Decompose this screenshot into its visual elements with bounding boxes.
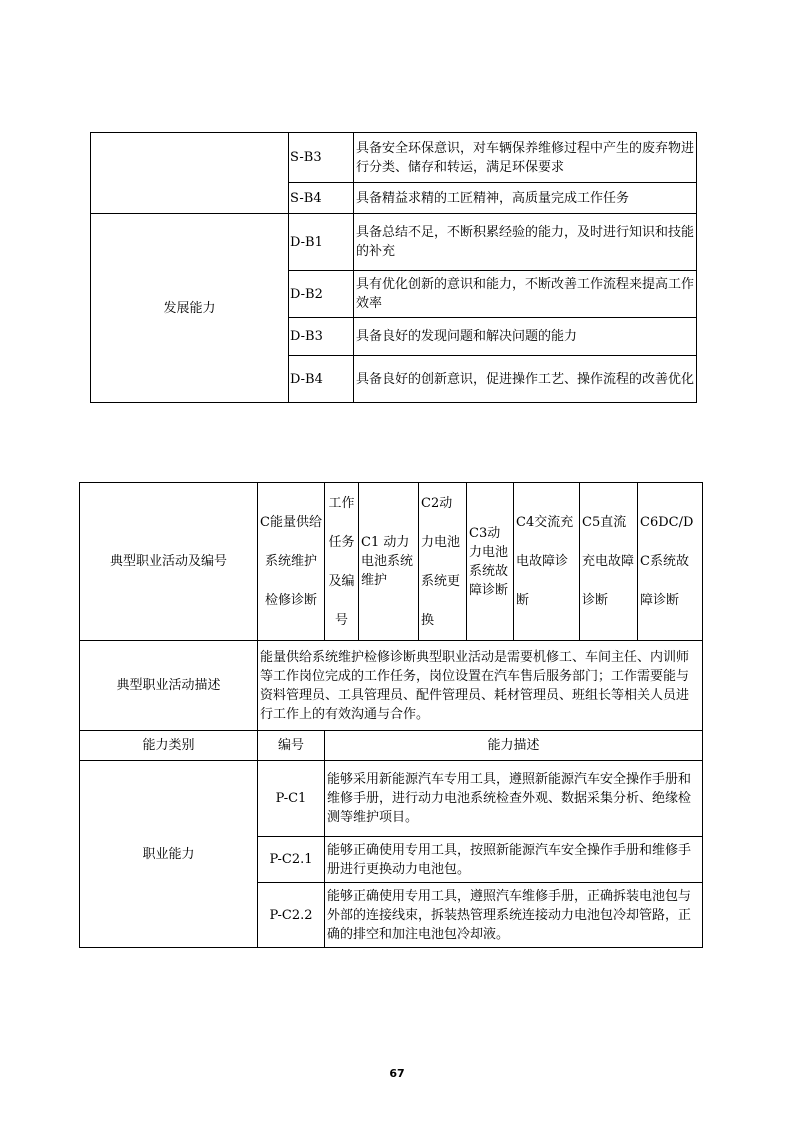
category-development-ability: 发展能力 <box>91 214 289 403</box>
ability-desc: 具备总结不足，不断积累经验的能力，及时进行知识和技能的补充 <box>354 214 697 271</box>
ability-code: P-C2.1 <box>258 837 325 883</box>
ability-code: D-B4 <box>289 356 354 403</box>
header-cell-c1: C1 动力电池系统维护 <box>359 483 419 641</box>
header-cell-energy-supply: C能量供给系统维护检修诊断 <box>258 483 325 641</box>
header-cell-c2: C2动力电池系统更换 <box>419 483 467 641</box>
header-cell-c6: C6DC/DC系统故障诊断 <box>638 483 703 641</box>
ability-code: D-B2 <box>289 271 354 318</box>
col-header-desc: 能力描述 <box>325 731 703 761</box>
ability-table-upper <box>90 132 697 403</box>
header-cell-c5: C5直流充电故障诊断 <box>580 483 638 641</box>
description-text: 能量供给系统维护检修诊断典型职业活动是需要机修工、车间主任、内训师等工作岗位完成的工作任务，岗位设置在汽车售后服务部门；工作需要能与资料管理员、工具管理员、配件管理员、耗材管理员、班组长等相关人员进行工作上的有效沟通与合作。 <box>258 641 703 731</box>
page-number: 67 <box>389 1067 405 1080</box>
ability-desc: 具备安全环保意识，对车辆保养维修过程中产生的废弃物进行分类、储存和转运，满足环保要求 <box>354 133 697 183</box>
ability-desc: 能够正确使用专用工具，遵照汽车维修手册，正确拆装电池包与外部的连接线束，拆装热管理系统连接动力电池包冷却管路，正确的排空和加注电池包冷却液。 <box>325 883 703 948</box>
ability-desc: 具有优化创新的意识和能力，不断改善工作流程来提高工作效率 <box>354 271 697 318</box>
header-cell-c3: C3动力电池系统故障诊断 <box>467 483 514 641</box>
ability-desc: 能够采用新能源汽车专用工具，遵照新能源汽车安全操作手册和维修手册，进行动力电池系统检查外观、数据采集分析、绝缘检测等维护项目。 <box>325 761 703 837</box>
ability-desc: 具备精益求精的工匠精神，高质量完成工作任务 <box>354 183 697 214</box>
category-professional-ability: 职业能力 <box>80 761 258 948</box>
col-header-category: 能力类别 <box>80 731 258 761</box>
description-label: 典型职业活动描述 <box>80 641 258 731</box>
ability-code: D-B3 <box>289 318 354 356</box>
ability-desc: 具备良好的创新意识，促进操作工艺、操作流程的改善优化 <box>354 356 697 403</box>
ability-desc: 能够正确使用专用工具，按照新能源汽车安全操作手册和维修手册进行更换动力电池包。 <box>325 837 703 883</box>
activity-table <box>79 482 703 948</box>
col-header-code: 编号 <box>258 731 325 761</box>
ability-code: S-B4 <box>289 183 354 214</box>
header-cell-task-code: 工作任务及编号 <box>325 483 359 641</box>
activity-label: 典型职业活动及编号 <box>80 483 258 641</box>
header-cell-c4: C4交流充电故障诊断 <box>514 483 580 641</box>
ability-code: P-C1 <box>258 761 325 837</box>
ability-code: D-B1 <box>289 214 354 271</box>
ability-code: S-B3 <box>289 133 354 183</box>
ability-code: P-C2.2 <box>258 883 325 948</box>
ability-desc: 具备良好的发现问题和解决问题的能力 <box>354 318 697 356</box>
empty-category-cell <box>91 133 289 214</box>
